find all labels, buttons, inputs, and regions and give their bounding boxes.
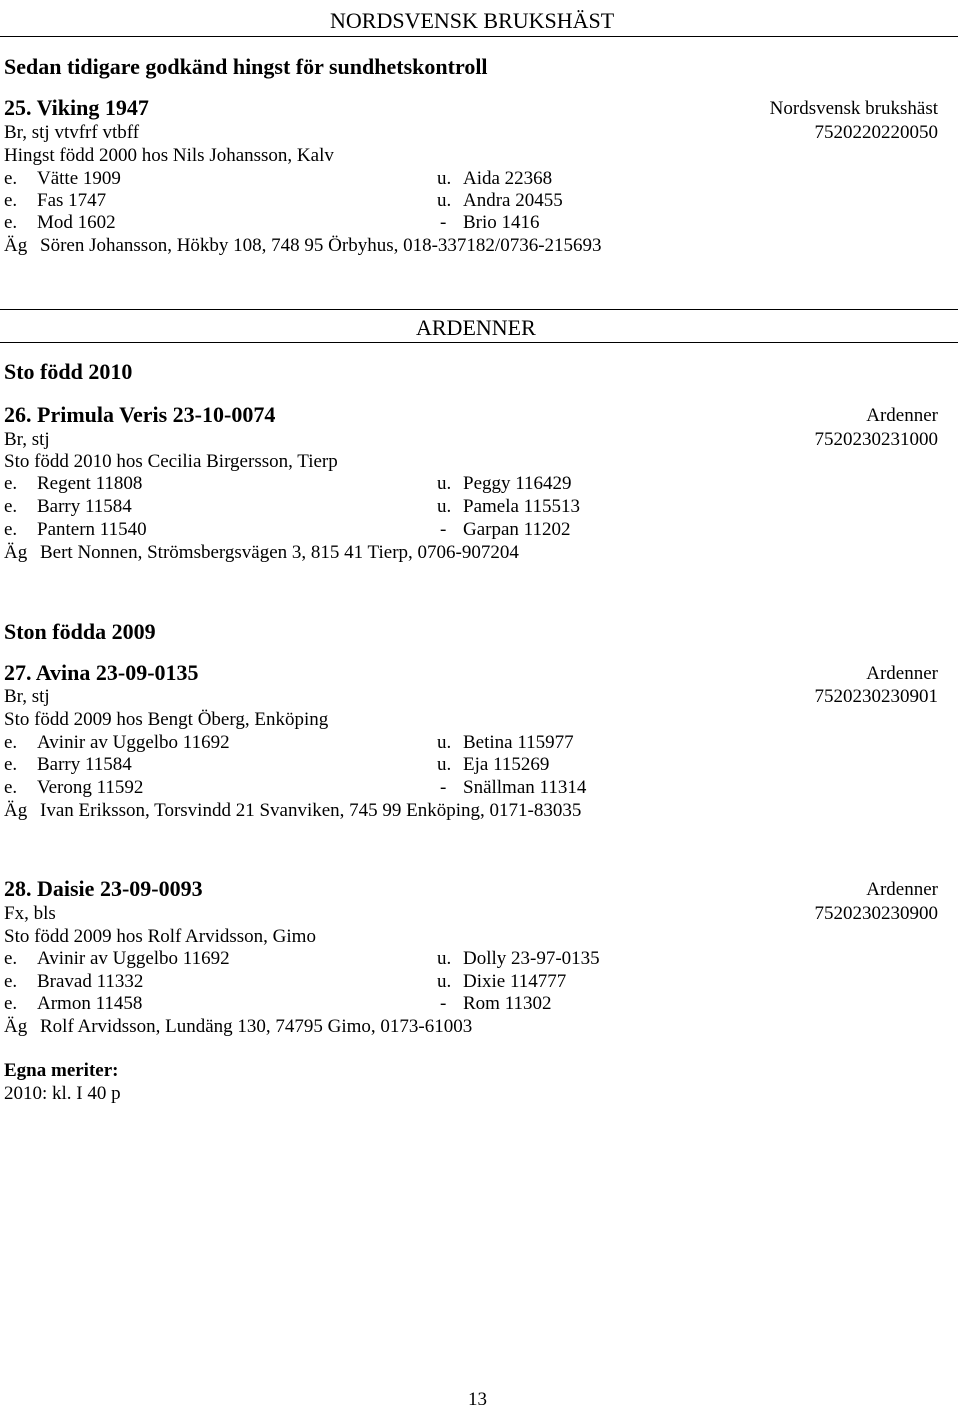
section-header-nordsvensk: NORDSVENSK BRUKSHÄST <box>330 8 615 33</box>
pedigree-sire: Verong 11592 <box>37 777 144 798</box>
entry-title: 25. Viking 1947 <box>4 95 149 120</box>
pedigree-dam: Garpan 11202 <box>463 519 571 540</box>
pedigree-key: u. <box>437 971 452 992</box>
owner-key: Äg <box>4 1016 28 1037</box>
entry-color: Br, stj <box>4 429 50 450</box>
entry-reg-number: 7520230230901 <box>814 686 938 707</box>
pedigree-key: e. <box>4 754 18 775</box>
entry-color: Br, stj vtvfrf vtbff <box>4 122 140 143</box>
subheading: Sedan tidigare godkänd hingst för sundhetskontroll <box>4 54 488 79</box>
pedigree-key: e. <box>4 496 18 517</box>
section-header-ardenner: ARDENNER <box>416 315 536 340</box>
owner-info: Ivan Eriksson, Torsvindd 21 Svanviken, 745 99 Enköping, 0171-83035 <box>40 800 582 821</box>
entry-born: Sto född 2009 hos Bengt Öberg, Enköping <box>4 709 329 730</box>
entry-title: 26. Primula Veris 23-10-0074 <box>4 402 276 427</box>
owner-key: Äg <box>4 800 28 821</box>
pedigree-key: e. <box>4 212 18 233</box>
owner-key: Äg <box>4 235 28 256</box>
section-rule-bottom <box>0 342 958 343</box>
pedigree-key: e. <box>4 993 18 1014</box>
pedigree-key: u. <box>437 168 452 189</box>
pedigree-sire: Vätte 1909 <box>37 168 121 189</box>
section-rule-top <box>0 309 958 310</box>
pedigree-dam: Andra 20455 <box>463 190 563 211</box>
pedigree-dam: Aida 22368 <box>463 168 553 189</box>
entry-breed: Nordsvensk brukshäst <box>769 98 938 119</box>
pedigree-dam: Dixie 114777 <box>463 971 567 992</box>
pedigree-key: e. <box>4 948 18 969</box>
entry-title: 27. Avina 23-09-0135 <box>4 660 199 685</box>
pedigree-key: u. <box>437 496 452 517</box>
pedigree-key: e. <box>4 473 18 494</box>
pedigree-key: e. <box>4 777 18 798</box>
pedigree-sire: Regent 11808 <box>37 473 143 494</box>
pedigree-dam: Brio 1416 <box>463 212 540 233</box>
pedigree-key: - <box>440 519 447 540</box>
pedigree-sire: Armon 11458 <box>37 993 143 1014</box>
pedigree-key: - <box>440 212 447 233</box>
entry-breed: Ardenner <box>866 663 938 684</box>
entry-breed: Ardenner <box>866 405 938 426</box>
entry-title: 28. Daisie 23-09-0093 <box>4 876 203 901</box>
pedigree-key: e. <box>4 732 18 753</box>
merits-label: Egna meriter: <box>4 1060 119 1081</box>
entry-reg-number: 7520220220050 <box>814 122 938 143</box>
pedigree-key: e. <box>4 971 18 992</box>
pedigree-key: - <box>440 993 447 1014</box>
group-heading: Sto född 2010 <box>4 359 133 384</box>
pedigree-sire: Pantern 11540 <box>37 519 147 540</box>
owner-info: Bert Nonnen, Strömsbergsvägen 3, 815 41 Tierp, 0706-907204 <box>40 542 519 563</box>
pedigree-dam: Rom 11302 <box>463 993 552 1014</box>
header-rule <box>0 36 958 37</box>
entry-color: Fx, bls <box>4 903 56 924</box>
pedigree-sire: Barry 11584 <box>37 754 132 775</box>
entry-color: Br, stj <box>4 686 50 707</box>
pedigree-sire: Avinir av Uggelbo 11692 <box>37 732 230 753</box>
pedigree-key: u. <box>437 732 452 753</box>
entry-breed: Ardenner <box>866 879 938 900</box>
owner-info: Sören Johansson, Hökby 108, 748 95 Örbyhus, 018-337182/0736-215693 <box>40 235 602 256</box>
pedigree-sire: Fas 1747 <box>37 190 107 211</box>
pedigree-sire: Bravad 11332 <box>37 971 144 992</box>
pedigree-dam: Snällman 11314 <box>463 777 587 798</box>
pedigree-dam: Peggy 116429 <box>463 473 572 494</box>
pedigree-sire: Mod 1602 <box>37 212 116 233</box>
pedigree-key: u. <box>437 473 452 494</box>
pedigree-key: e. <box>4 168 18 189</box>
entry-born: Sto född 2010 hos Cecilia Birgersson, Tierp <box>4 451 338 472</box>
entry-reg-number: 7520230230900 <box>814 903 938 924</box>
pedigree-key: u. <box>437 190 452 211</box>
pedigree-dam: Betina 115977 <box>463 732 574 753</box>
pedigree-dam: Pamela 115513 <box>463 496 580 517</box>
pedigree-sire: Barry 11584 <box>37 496 132 517</box>
pedigree-key: e. <box>4 190 18 211</box>
entry-reg-number: 7520230231000 <box>814 429 938 450</box>
pedigree-key: u. <box>437 754 452 775</box>
entry-born: Hingst född 2000 hos Nils Johansson, Kalv <box>4 145 334 166</box>
pedigree-key: u. <box>437 948 452 969</box>
pedigree-sire: Avinir av Uggelbo 11692 <box>37 948 230 969</box>
pedigree-key: - <box>440 777 447 798</box>
group-heading: Ston födda 2009 <box>4 619 156 644</box>
owner-info: Rolf Arvidsson, Lundäng 130, 74795 Gimo, 0173-61003 <box>40 1016 473 1037</box>
pedigree-key: e. <box>4 519 18 540</box>
pedigree-dam: Eja 115269 <box>463 754 550 775</box>
owner-key: Äg <box>4 542 28 563</box>
entry-born: Sto född 2009 hos Rolf Arvidsson, Gimo <box>4 926 316 947</box>
merits-value: 2010: kl. I 40 p <box>4 1083 121 1104</box>
page-number: 13 <box>468 1389 487 1410</box>
pedigree-dam: Dolly 23-97-0135 <box>463 948 600 969</box>
